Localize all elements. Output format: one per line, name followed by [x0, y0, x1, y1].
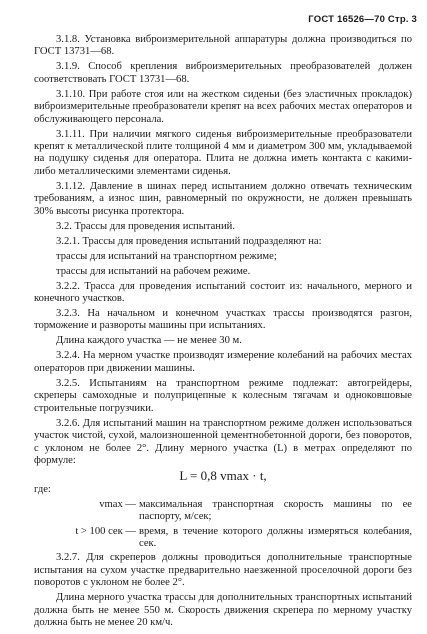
paragraph-3-1-11: 3.1.11. При наличии мягкого сиденья виброизмерительные преобразователи крепят к металлической плите толщиной 4 мм и диаметром 300 мм, укладываемой на подушку сиденья для оператора. Плита не должна иметь контакта с какими-либо металлическими элементами сиденья. [34, 128, 412, 177]
paragraph-3-2: 3.2. Трассы для проведения испытаний. [56, 220, 235, 232]
paragraph-3-1-9: 3.1.9. Способ крепления виброизмерительных преобразователей должен соответствовать ГОСТ 13731—68. [34, 61, 412, 85]
definition-term: t > 100 сек — [75, 525, 136, 537]
paragraph-3-1-12: 3.1.12. Давление в шинах перед испытанием должно отвечать техническим требованиям, а износ шин, равномерный по окружности, не должен превышать 30% высоты рисунка протектора. [34, 180, 412, 217]
definition-desc: максимальная транспортная скорость машины по ее паспорту, м/сек; [139, 498, 412, 523]
list-item-working: трассы для испытаний на рабочем режиме. [56, 265, 251, 277]
paragraph-3-2-5: 3.2.5. Испытаниям на транспортном режиме подлежат: автогрейдеры, скреперы самоходные и полуприцепные к колесным тягачам и одноковшовые строительные погрузчики. [34, 377, 412, 414]
paragraph-3-2-3: 3.2.3. На начальном и конечном участках трассы производятся разгон, торможение и развороты машины при испытаниях. [34, 308, 412, 332]
paragraph-3-2-6: 3.2.6. Для испытаний машин на транспортном режиме должен использоваться участок чистой, сухой, малоизношенной цементнобетонной дороги, без поворотов, с уклоном не более 2°. Длину мерного участка (L) в метрах определяют по формуле: [34, 417, 412, 466]
definition-desc: время, в течение которого должны измеряться колебания, сек. [139, 525, 412, 549]
paragraph-3-2-2: 3.2.2. Трасса для проведения испытаний состоит из: начального, мерного и конечного участков. [34, 280, 412, 305]
paragraph-section-length: Длина каждого участка — не менее 30 м. [56, 335, 242, 347]
paragraph-3-1-8: 3.1.8. Установка виброизмерительной аппаратуры должна производиться по ГОСТ 13731—68. [34, 34, 412, 58]
paragraph-3-2-7: 3.2.7. Для скреперов должны проводиться дополнительные транспортные испытания на сухом участке предварительно наезженной проселочной дороги без поворотов с уклоном не более 2°. [34, 552, 412, 589]
where-label: где: [34, 484, 51, 496]
document-body [34, 34, 412, 632]
formula: L = 0,8 vmax · t, [179, 467, 267, 483]
paragraph-3-1-10: 3.1.10. При работе стоя или на жестком сиденьи (без эластичных прокладок) виброизмерительные преобразователи крепят на всех рабочих местах операторов и обслуживающего персонала. [34, 88, 412, 125]
page-header: ГОСТ 16526—70 Стр. 3 [308, 14, 417, 25]
paragraph-additional-length: Длина мерного участка трассы для дополнительных транспортных испытаний должна быть не менее 550 м. Скорость движения скрепера по мерному участку должна быть не менее 20 км/ч. [34, 592, 412, 628]
list-item-transport: трассы для испытаний на транспортном режиме; [56, 250, 277, 262]
definition-time [34, 526, 412, 551]
definition-vmax [34, 499, 412, 524]
paragraph-3-2-1: 3.2.1. Трассы для проведения испытаний подразделяют на: [56, 235, 322, 247]
definition-term: vmax — [99, 498, 136, 510]
paragraph-3-2-4: 3.2.4. На мерном участке производят измерение колебаний на рабочих местах операторов при движении машины. [34, 350, 412, 374]
